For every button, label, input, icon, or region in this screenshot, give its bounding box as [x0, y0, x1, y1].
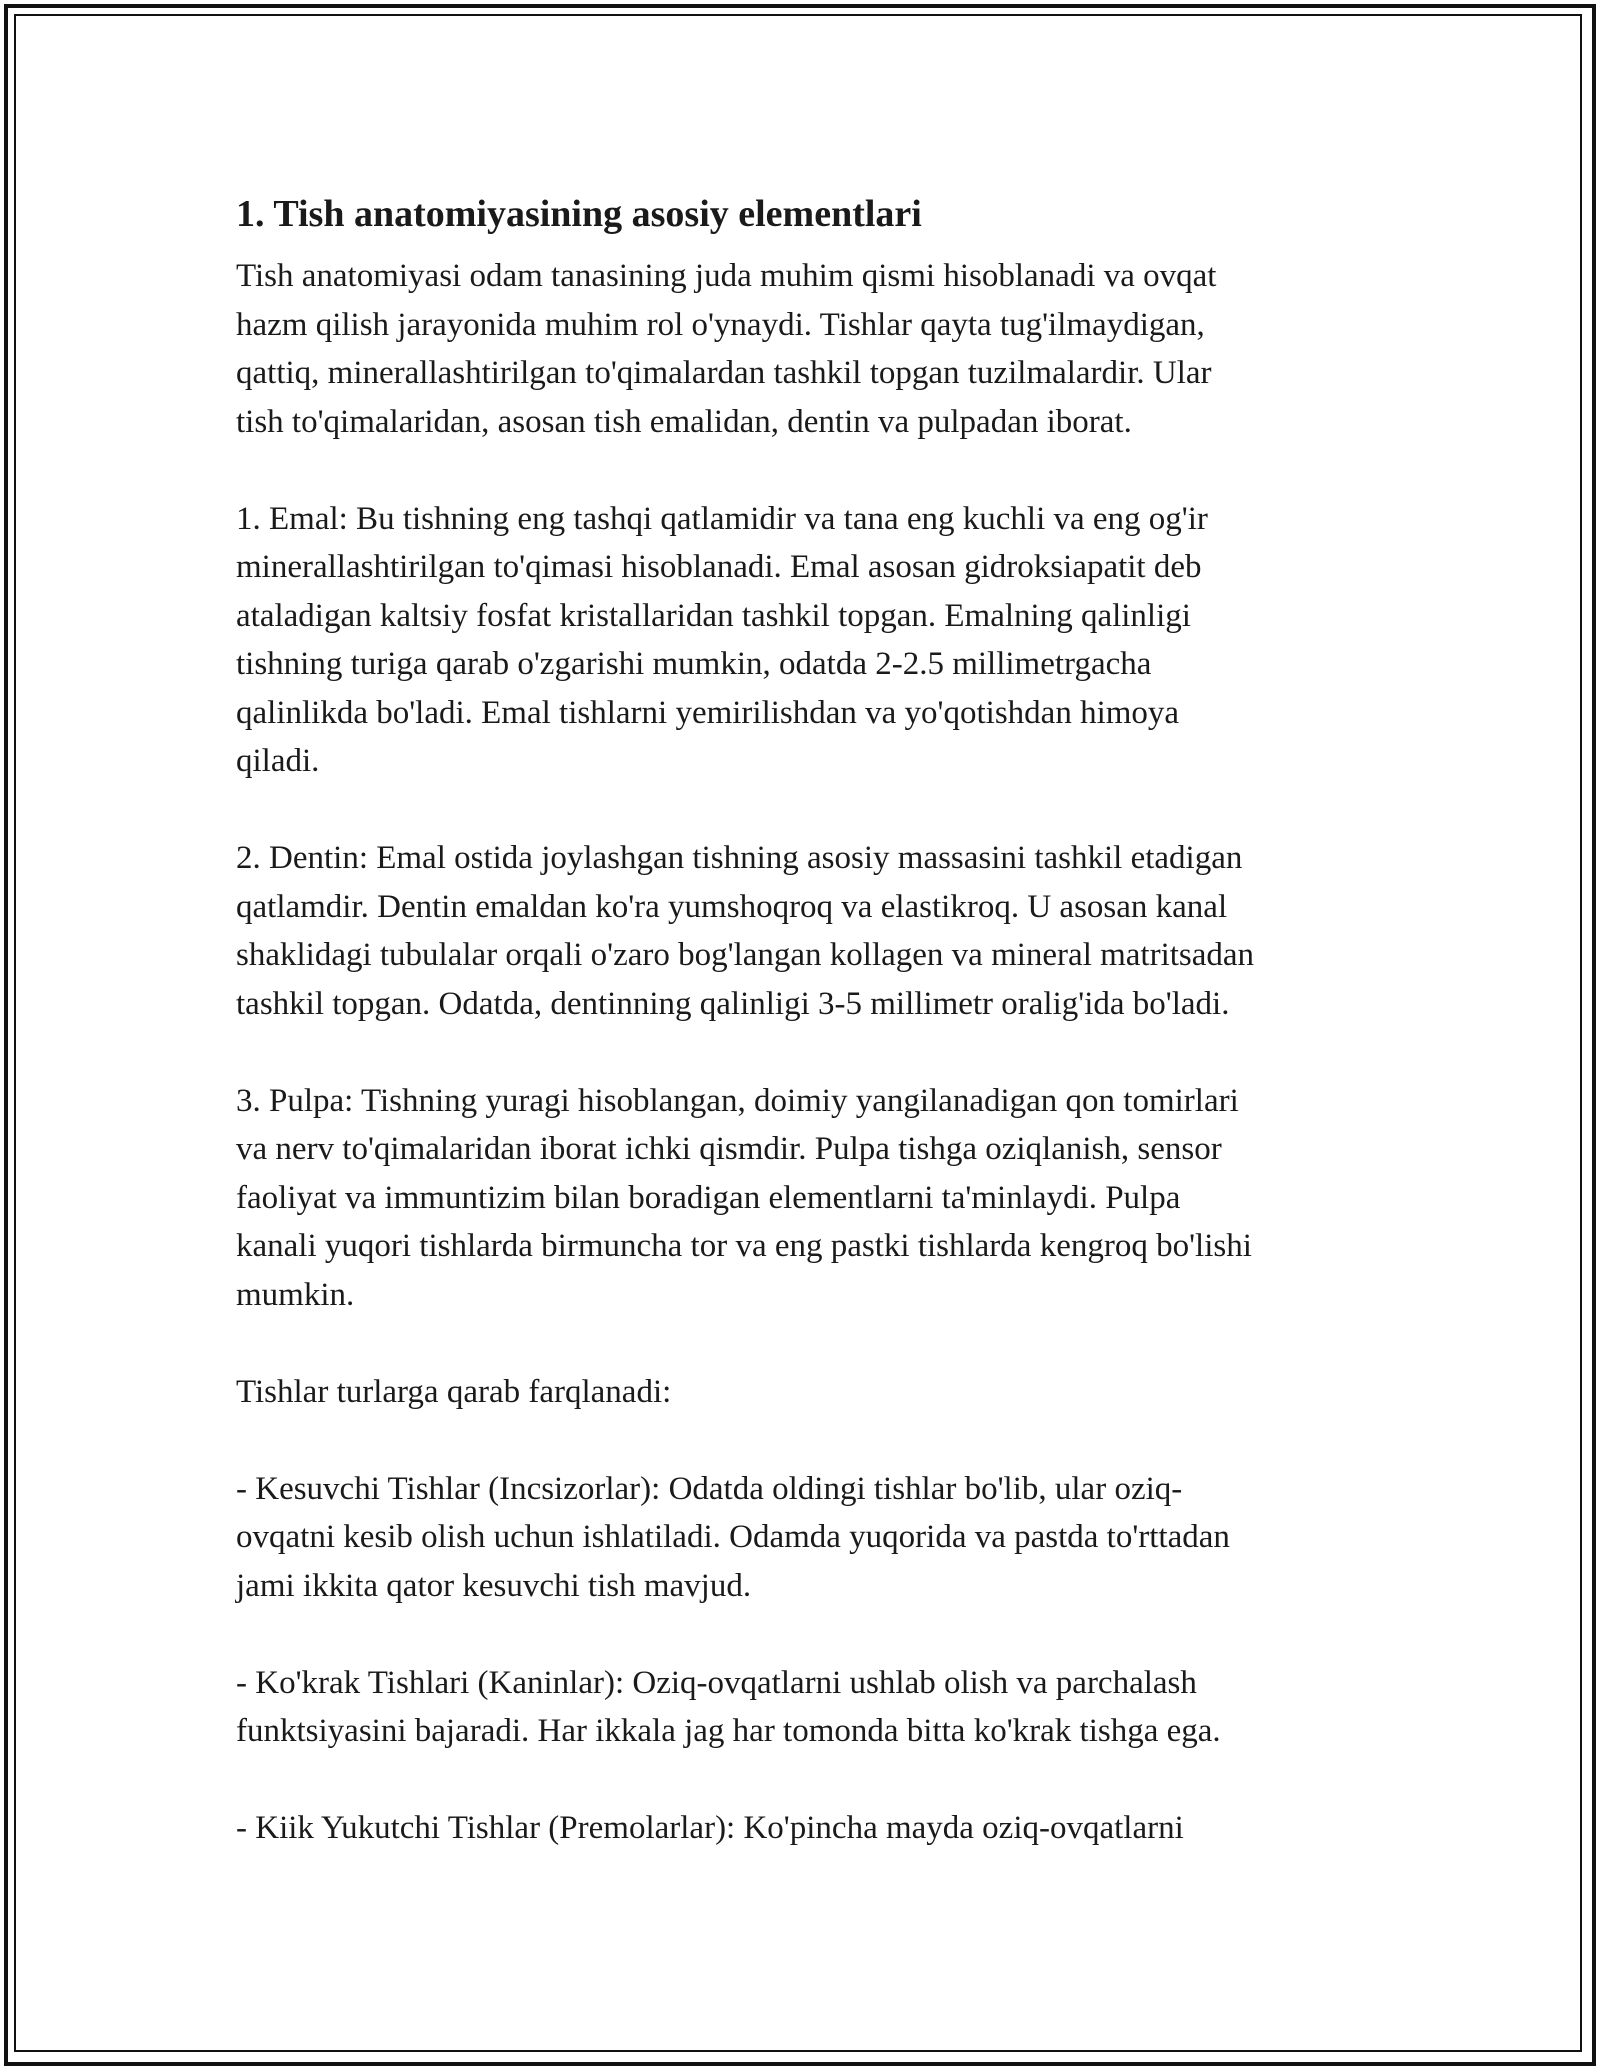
enamel-paragraph: 1. Emal: Bu tishning eng tashqi qatlamidir va tana eng kuchli va eng og'ir minerallashtirilgan to'qimasi hisoblanadi. Emal asosan gidroksiapatit deb ataladigan kaltsiy fosfat kristallaridan tashkil topgan. Emalning qalinligi tishning turiga qarab o'zgarishi mumkin, odatda 2-2.5 millimetrgacha qalinlikda bo'ladi. Emal tishlarni yemirilishdan va yo'qotishdan himoya qiladi. — [236, 500, 1208, 779]
incisors-paragraph: - Kesuvchi Tishlar (Incsizorlar): Odatda oldingi tishlar bo'lib, ular oziq- ovqatni kesib olish uchun ishlatiladi. Odamda yuqorida va pastda to'rttadan jami ikkita qator kesuvchi tish mavjud. — [236, 1470, 1230, 1604]
paragraph-spacer — [236, 786, 1386, 835]
tooth-types-intro: Tishlar turlarga qarab farqlanadi: — [236, 1373, 672, 1410]
paragraph-spacer — [236, 1610, 1386, 1659]
dentin-paragraph: 2. Dentin: Emal ostida joylashgan tishning asosiy massasini tashkil etadigan qatlamdir. Dentin emaldan ko'ra yumshoqroq va elastikroq. U asosan kanal shaklidagi tubulalar orqali o'zaro bog'langan kollagen va mineral matritsadan tashkil topgan. Odatda, dentinning qalinligi 3-5 millimetr oralig'ida bo'ladi. — [236, 840, 1255, 1022]
paragraph-spacer — [236, 1028, 1386, 1077]
canines-paragraph: - Ko'krak Tishlari (Kaninlar): Oziq-ovqatlarni ushlab olish va parchalash funktsiyasini bajaradi. Har ikkala jag har tomonda bitta ko'krak tishga ega. — [236, 1664, 1221, 1749]
paragraph-spacer — [236, 1319, 1386, 1368]
section-heading: 1. Tish anatomiyasining asosiy elementlari — [236, 193, 922, 235]
pulp-paragraph: 3. Pulpa: Tishning yuragi hisoblangan, doimiy yangilanadigan qon tomirlari va nerv to'qimalaridan iborat ichki qismdir. Pulpa tishga oziqlanish, sensor faoliyat va immuntizim bilan boradigan elementlarni ta'minlaydi. Pulpa kanali yuqori tishlarda birmuncha tor va eng pastki tishlarda kengroq bo'lishi mumkin. — [236, 1082, 1252, 1313]
paragraph-spacer — [236, 1756, 1386, 1805]
document-body — [236, 188, 1386, 1853]
paragraph-spacer — [236, 1416, 1386, 1465]
paragraph-spacer — [236, 446, 1386, 495]
intro-paragraph: Tish anatomiyasi odam tanasining juda muhim qismi hisoblanadi va ovqat hazm qilish jarayonida muhim rol o'ynaydi. Tishlar qayta tug'ilmaydigan, qattiq, minerallashtirilgan to'qimalardan tashkil topgan tuzilmalardir. Ular tish to'qimalaridan, asosan tish emalidan, dentin va pulpadan iborat. — [236, 258, 1217, 440]
premolars-paragraph: - Kiik Yukutchi Tishlar (Premolarlar): Ko'pincha mayda oziq-ovqatlarni — [236, 1810, 1184, 1846]
